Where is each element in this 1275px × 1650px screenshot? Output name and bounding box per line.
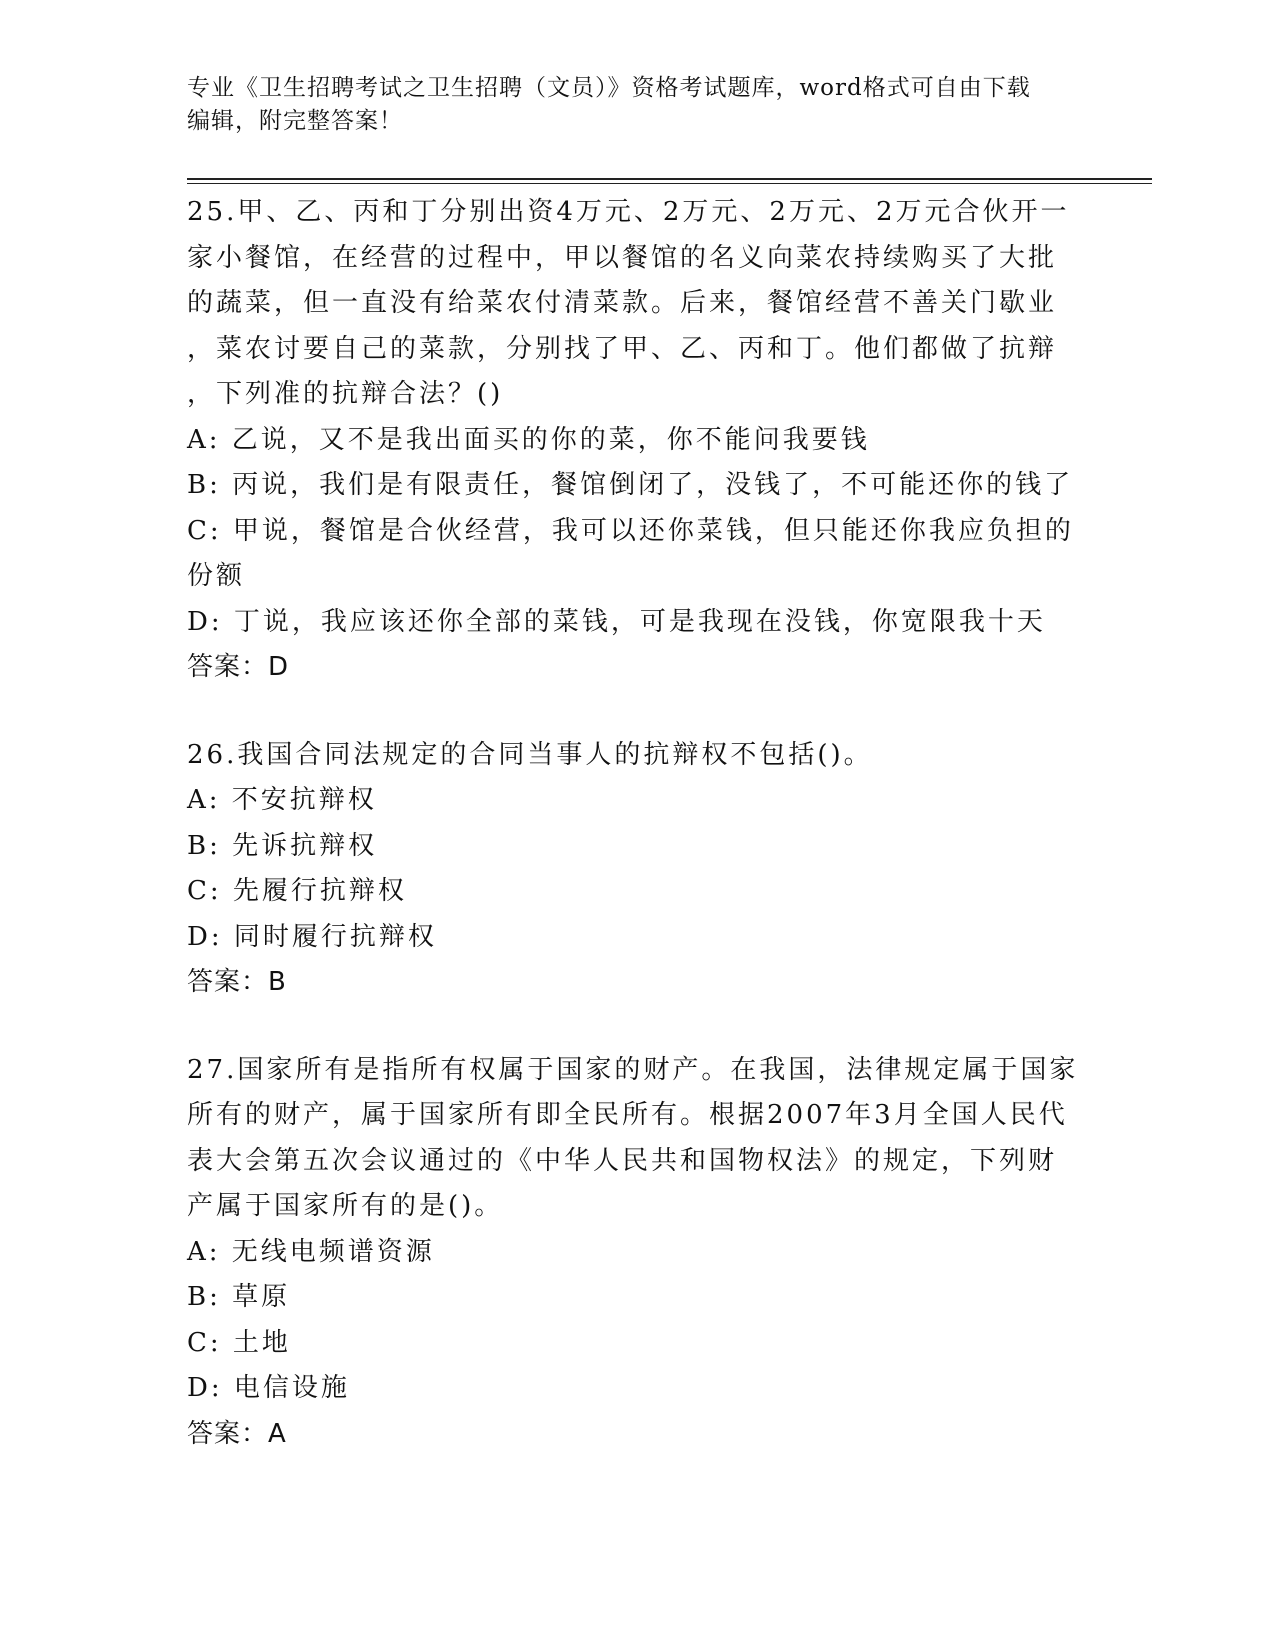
option-c: C: 先履行抗辩权 [187,876,407,906]
option-b: B: 丙说，我们是有限责任，餐馆倒闭了，没钱了，不可能还你的钱了 [187,470,1074,500]
header-line: 专业《卫生招聘考试之卫生招聘（文员）》资格考试题库，word格式可自由下载 [187,75,1031,101]
header-line: 编辑，附完整答案！ [187,108,403,134]
question-27 [187,1048,1087,1458]
answer-label: 答案：B [187,967,287,997]
option-a: A: 无线电频谱资源 [187,1236,435,1267]
question-stem-line: ，下列准的抗辩合法？() [187,379,504,409]
answer-label: 答案：A [187,1418,287,1449]
option-a: A: 不安抗辩权 [187,785,377,815]
question-stem-line: ，菜农讨要自己的菜款，分别找了甲、乙、丙和丁。他们都做了抗辩 [187,333,1058,364]
option-b: B: 先诉抗辩权 [187,830,378,861]
option-c: C: 甲说，餐馆是合伙经营，我可以还你菜钱，但只能还你我应负担的 [187,515,1074,546]
document-header [187,72,1087,138]
question-stem-line: 的蔬菜，但一直没有给菜农付清菜款。后来，餐馆经营不善关门歇业 [187,288,1058,318]
option-c-continued: 份额 [187,561,246,591]
question-stem-line: 25.甲、乙、丙和丁分别出资4万元、2万元、2万元、2万元合伙开一 [187,197,1070,227]
option-d: D: 同时履行抗辩权 [187,921,437,952]
option-d: D: 电信设施 [187,1373,350,1403]
option-b: B: 草原 [187,1282,291,1312]
header-divider-thick [187,178,1152,180]
question-stem-line: 家小餐馆，在经营的过程中，甲以餐馆的名义向菜农持续购买了大批 [187,242,1058,273]
question-stem-line: 26.我国合同法规定的合同当事人的抗辩权不包括()。 [187,739,873,770]
question-stem-line: 表大会第五次会议通过的《中华人民共和国物权法》的规定，下列财 [187,1145,1058,1176]
question-25 [187,190,1087,691]
question-stem-line: 27.国家所有是指所有权属于国家的财产。在我国，法律规定属于国家 [187,1054,1079,1085]
answer-label: 答案：D [187,652,290,682]
header-divider-thin [187,183,1152,184]
option-d: D: 丁说，我应该还你全部的菜钱，可是我现在没钱，你宽限我十天 [187,606,1046,637]
option-c: C: 土地 [187,1327,291,1358]
question-stem-line: 所有的财产，属于国家所有即全民所有。根据2007年3月全国人民代 [187,1100,1068,1130]
question-26 [187,733,1087,1006]
option-a: A: 乙说，又不是我出面买的你的菜，你不能问我要钱 [187,424,870,455]
question-list [187,190,1087,1499]
question-stem-line: 产属于国家所有的是()。 [187,1191,504,1221]
